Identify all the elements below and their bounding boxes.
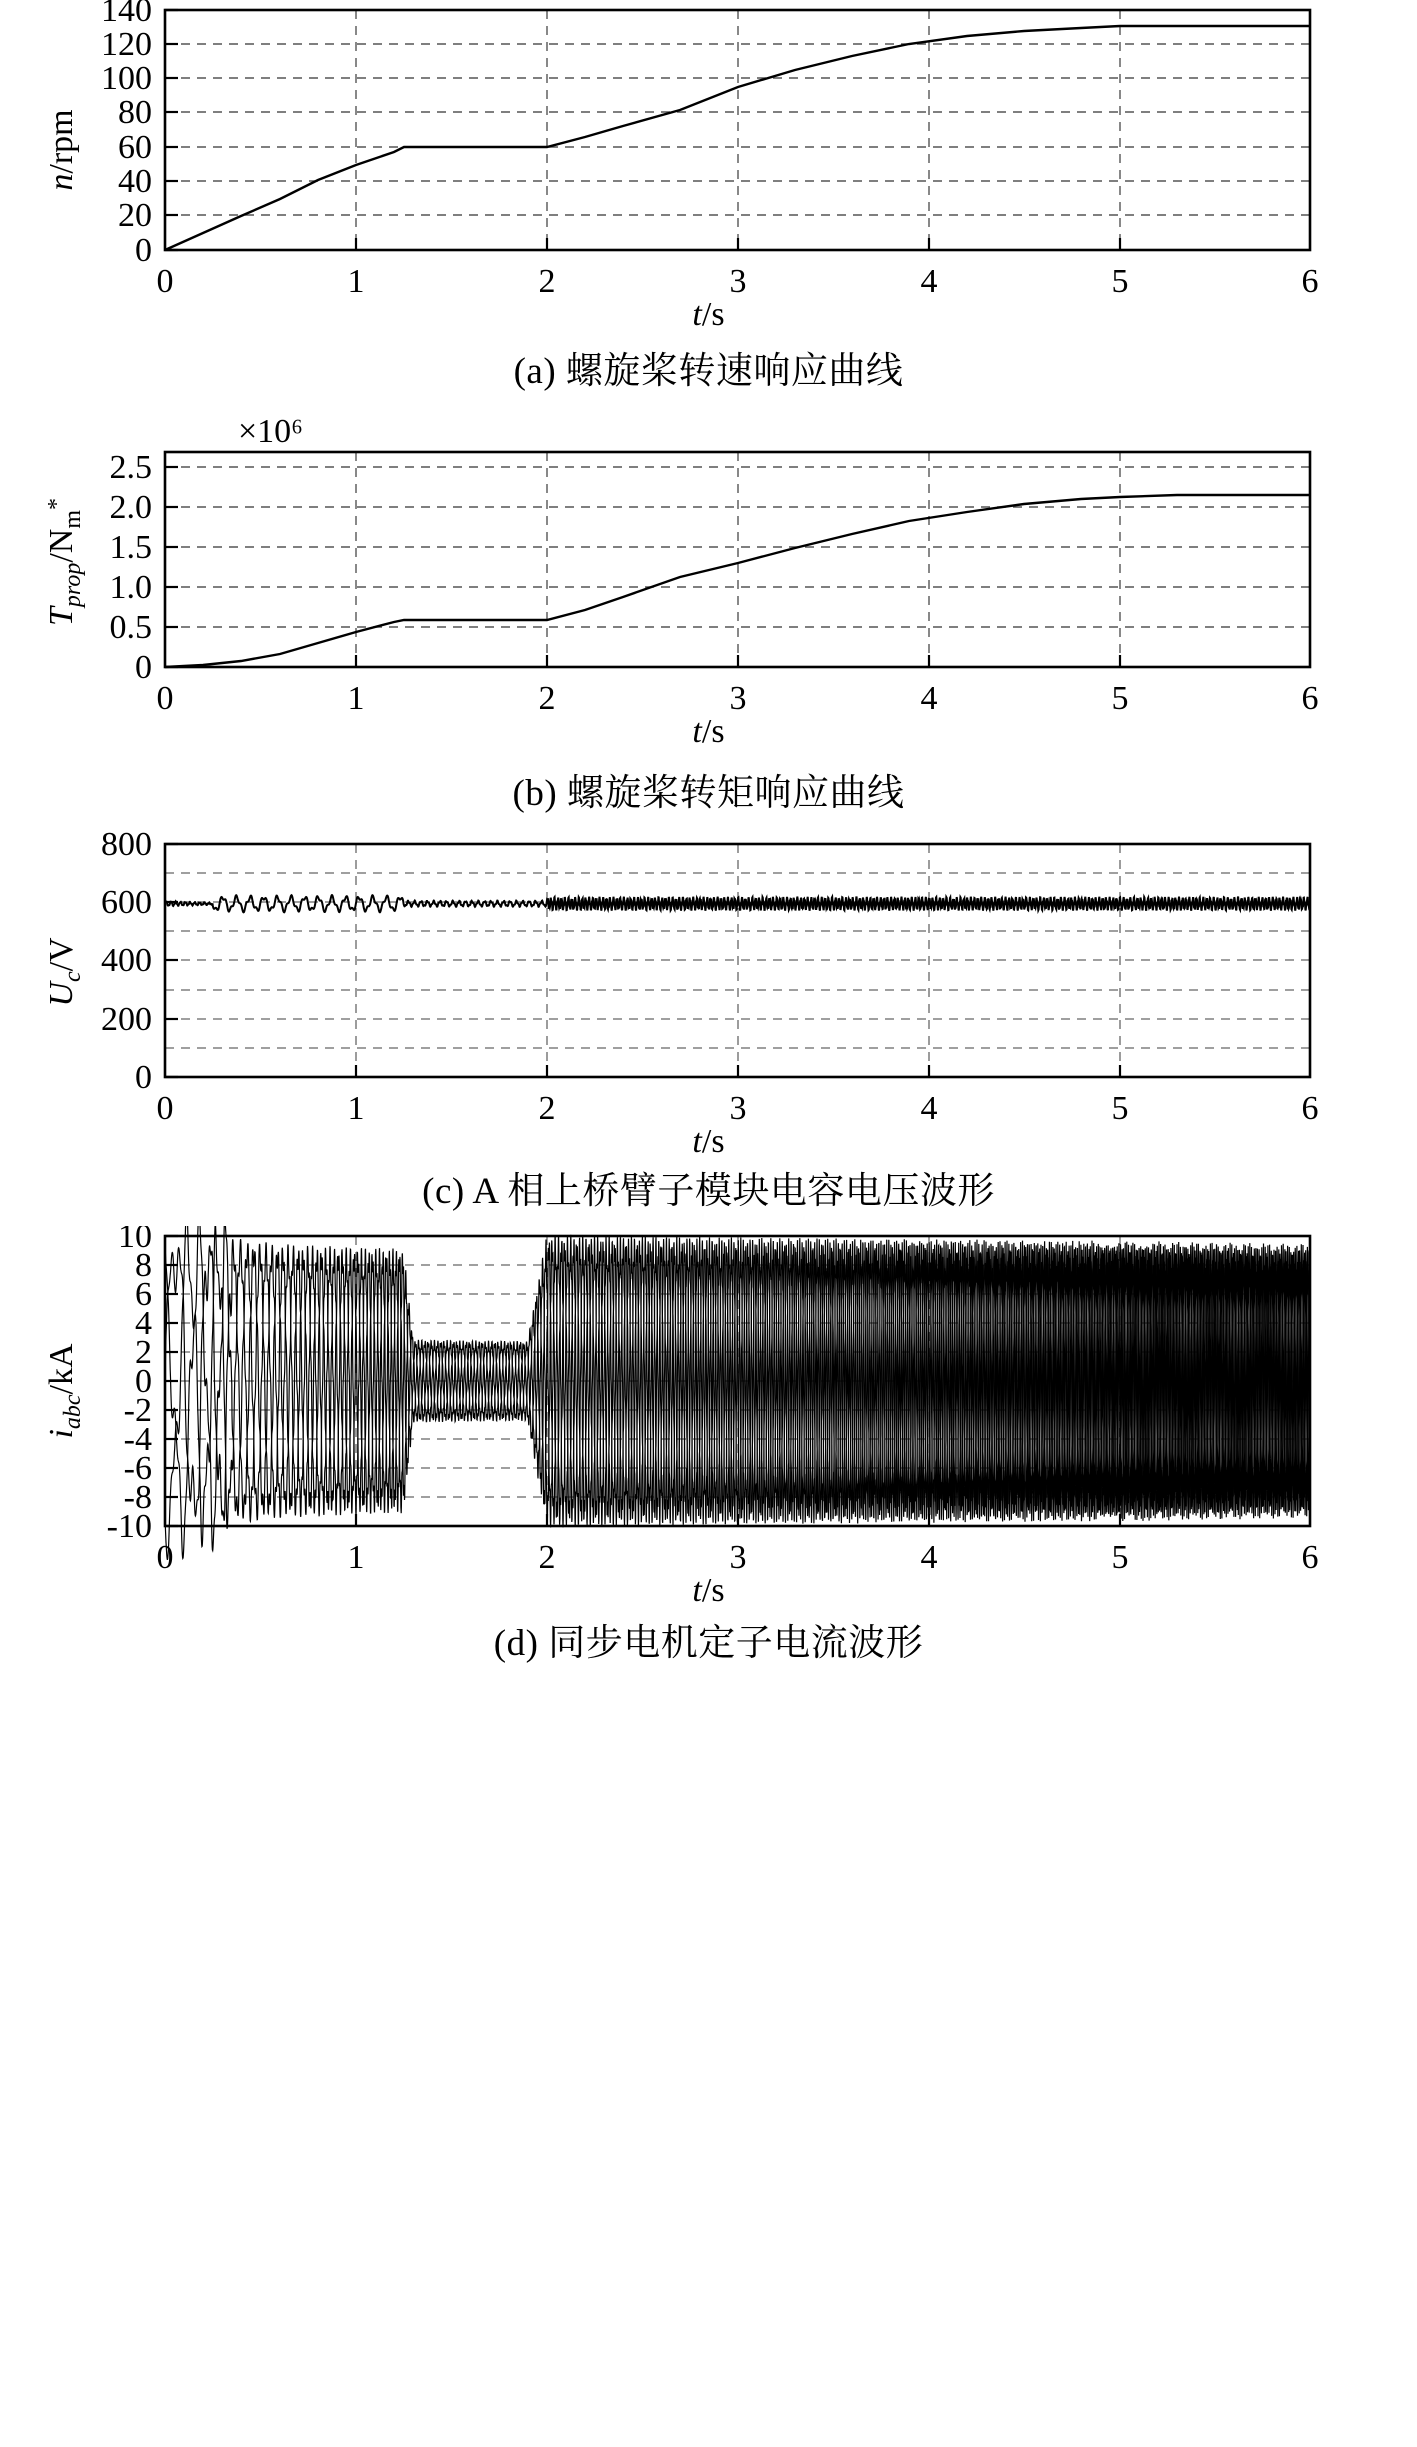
svg-text:60: 60 (118, 129, 152, 166)
svg-text:8: 8 (135, 1247, 152, 1284)
svg-text:0: 0 (156, 1090, 174, 1127)
chart-d-series (165, 1226, 1310, 1559)
chart-b-xtick-labels (157, 680, 1319, 717)
svg-text:Uc/V: $U_c/V$ (43, 937, 86, 1007)
chart-d-ytick-labels (107, 1226, 152, 1545)
svg-text:4: 4 (135, 1305, 152, 1342)
chart-c-xlabel: t/s (692, 1123, 725, 1160)
svg-text:600: 600 (101, 884, 152, 921)
svg-text:0: 0 (135, 649, 152, 686)
svg-text:800: 800 (101, 832, 152, 863)
svg-text:0: 0 (156, 263, 174, 300)
svg-text:2: 2 (538, 680, 556, 717)
svg-text:6: 6 (135, 1276, 152, 1313)
panel-b (0, 412, 1417, 816)
svg-text:3: 3 (729, 1539, 747, 1576)
svg-text:4: 4 (920, 1090, 938, 1127)
panel-a-plot (0, 0, 1417, 333)
chart-a-svg (0, 0, 1417, 310)
svg-text:1: 1 (347, 680, 365, 717)
svg-text:1: 1 (347, 1090, 365, 1127)
svg-text:2.0: 2.0 (109, 489, 152, 526)
svg-text:0: 0 (135, 232, 152, 269)
panel-b-plot (0, 412, 1417, 750)
svg-text:40: 40 (118, 163, 152, 200)
chart-d-ylabel (43, 1343, 86, 1439)
chart-a-ylabel (43, 109, 80, 190)
chart-c-svg (0, 832, 1417, 1132)
panel-c (0, 832, 1417, 1214)
chart-c-xtick-labels (157, 1090, 1319, 1127)
svg-text:3: 3 (729, 263, 747, 300)
chart-b-ytick-labels (110, 449, 153, 686)
panel-a (0, 0, 1417, 394)
svg-text:Tprop/Nm*: $T_{prop}/N_m^*$ (43, 497, 86, 627)
svg-text:iabc/kA: $i_{abc}/kA$ (43, 1343, 86, 1439)
svg-text:0: 0 (135, 1363, 152, 1400)
svg-text:200: 200 (101, 1001, 152, 1038)
svg-text:0: 0 (156, 680, 174, 717)
svg-text:2.5: 2.5 (109, 449, 152, 486)
svg-text:5: 5 (1111, 263, 1129, 300)
svg-text:20: 20 (118, 197, 152, 234)
panel-c-plot (0, 832, 1417, 1160)
panel-b-caption: (b) 螺旋桨转矩响应曲线 (512, 773, 905, 814)
svg-text:-6: -6 (123, 1450, 152, 1487)
svg-text:1.5: 1.5 (109, 529, 152, 566)
svg-text:1.0: 1.0 (109, 569, 152, 606)
svg-text:3: 3 (729, 1090, 747, 1127)
svg-text:5: 5 (1111, 1090, 1129, 1127)
chart-b-tick-marks (165, 467, 1120, 667)
chart-c-ylabel (43, 937, 86, 1007)
chart-a-yticks-marks (165, 10, 1120, 250)
svg-text:1: 1 (347, 263, 365, 300)
chart-b-xlabel: t/s (692, 713, 725, 750)
chart-d-xtick-labels (157, 1539, 1319, 1576)
panel-a-caption: (a) 螺旋桨转速响应曲线 (513, 351, 904, 392)
chart-c-ytick-labels (101, 832, 152, 1096)
chart-d-xlabel: t/s (692, 1572, 725, 1609)
svg-text:6: 6 (1301, 1539, 1319, 1576)
svg-text:4: 4 (920, 263, 938, 300)
svg-text:-8: -8 (123, 1479, 152, 1516)
svg-text:0: 0 (156, 1539, 174, 1576)
chart-c-grid (165, 844, 1310, 1077)
chart-c-tick-marks (165, 844, 1120, 1077)
panel-d (0, 1226, 1417, 1666)
svg-text:6: 6 (1301, 263, 1319, 300)
panel-d-caption: (d) 同步电机定子电流波形 (493, 1623, 924, 1664)
chart-b-exponent: ×10⁶ (238, 413, 304, 450)
svg-text:0: 0 (135, 1059, 152, 1096)
svg-text:120: 120 (101, 26, 152, 63)
svg-text:10: 10 (118, 1226, 152, 1255)
panel-c-caption: (c) A 相上桥臂子模块电容电压波形 (422, 1171, 995, 1212)
svg-text:-10: -10 (106, 1508, 152, 1545)
svg-text:400: 400 (101, 942, 152, 979)
chart-b-grid (165, 452, 1310, 667)
svg-text:100: 100 (101, 60, 152, 97)
chart-a-xtick-labels (157, 263, 1319, 300)
chart-b-ylabel (43, 498, 86, 626)
svg-text:80: 80 (118, 94, 152, 131)
chart-d-svg (0, 1226, 1417, 1586)
svg-text:4: 4 (920, 1539, 938, 1576)
svg-text:-2: -2 (123, 1392, 152, 1429)
svg-text:5: 5 (1111, 1539, 1129, 1576)
chart-a-xlabel: t/s (692, 296, 725, 333)
svg-text:2: 2 (538, 1090, 556, 1127)
svg-text:6: 6 (1301, 1090, 1319, 1127)
svg-text:2: 2 (538, 263, 556, 300)
chart-c-series-0 (165, 895, 1310, 912)
svg-text:5: 5 (1111, 680, 1129, 717)
svg-text:2: 2 (538, 1539, 556, 1576)
chart-a-grid (165, 10, 1310, 250)
svg-text:1: 1 (347, 1539, 365, 1576)
svg-text:0.5: 0.5 (109, 609, 152, 646)
svg-text:2: 2 (135, 1334, 152, 1371)
panel-d-plot (0, 1226, 1417, 1609)
chart-b-svg (0, 412, 1417, 732)
svg-text:-4: -4 (123, 1421, 152, 1458)
svg-text:3: 3 (729, 680, 747, 717)
svg-text:140: 140 (101, 0, 152, 29)
svg-text:n/rpm: n/rpm (43, 109, 80, 191)
svg-text:4: 4 (920, 680, 938, 717)
svg-text:6: 6 (1301, 680, 1319, 717)
chart-a-ytick-labels (101, 0, 152, 269)
